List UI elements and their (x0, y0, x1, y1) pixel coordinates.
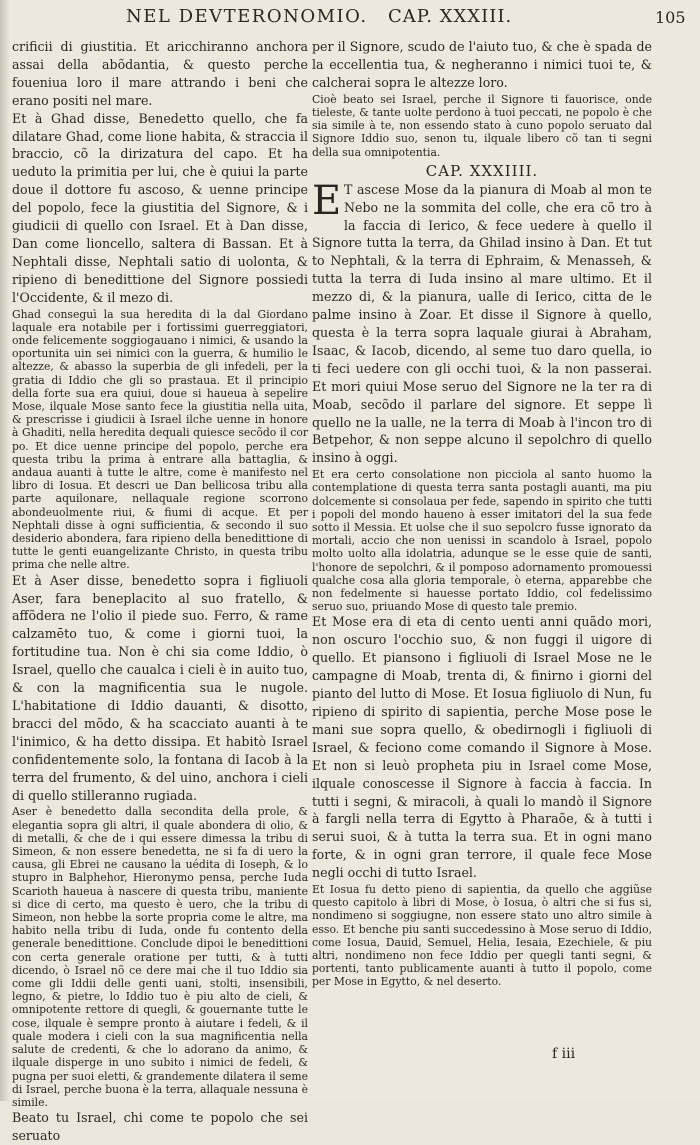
running-head-chapter: CAP. XXXIII. (388, 6, 513, 27)
left-column (12, 38, 308, 1144)
signature-mark: f iii (552, 1046, 576, 1062)
left-commentary-2: Aser è benedetto dalla secondita della prole, & elegantia sopra gli altri, il quale abondera di olio, & di metalli, & che de i qui essere dimessa la tribu di Simeon, & non essere benedetta, ne si fa di uero la causa, gli Ebrei ne causano la uédita di Ioseph, & lo stupro in Balphehor, Hieronymo pensa, perche Iuda Scarioth haueua à nascere di questa tribu, maniente si dice di certo, ma questo è uero, che la tribu di Simeon, non hebbe la sorte propria come le altre, ma habito nella tribu di Iuda, onde fu contento della generale benedittione. Conclude dipoi le benedittioni con certa generale oratione per tutti, & à tutti dicendo, ò Israel nõ ce dere mai che il tuo Iddio sia come gli Iddii delle genti uani, stolti, insensibili, legno, & pietre, lo Iddio tuo è piu alto de cieli, & omnipotente rettore di quegli, & gouernante tutte le cose, ilquale è sempre pronto à aiutare i fedeli, & il quale modera i cieli con la sua magnificentia nella salute de credenti, & che lo adorano da animo, & ilquale disperge in uno subito i nimici de fedeli, & pugna per suoi eletti, & grandemente dilatera il seme di Israel, perche buona è la terra, allaquale nessuna è simile. (12, 805, 308, 1109)
running-head-book-title: NEL DEVTERONOMIO. (126, 6, 368, 27)
chapter-heading: CAP. XXXIIII. (425, 161, 539, 180)
left-paragraph-2: Et à Ghad disse, Benedetto quello, che fa dilatare Ghad, come lione habita, & straccia il braccio, cõ la dirizatura del capo. Et ha ueduto la primitia per lui, che è quiui la parte doue il dottore fu ascoso, & uenne principe del popolo, fece la giustitia del Signore, & i giudicii di quello con Israel. Et à Dan disse, Dan come lioncello, saltera di Bassan. Et à Nephtali disse, Nephtali satio di uolonta, & ripieno di benedittione del Signore possiedi l'Occidente, & il mezo di. (12, 110, 308, 305)
left-paragraph-6: Beato tu Israel, chi come te popolo che sei seruato (12, 1110, 308, 1144)
right-paragraph-1: per il Signore, scudo de l'aiuto tuo, & che è spada de la eccellentia tua, & negheranno i nimici tuoi te, & calcherai sopra le altezze loro. (312, 39, 652, 90)
right-commentary-1: Cioè beato sei Israel, perche il Signore ti fauorisce, onde tieleste, & tante uolte perdono à tuoi peccati, ne popolo è che sia simile à te, non essendo stato à cuno popolo seruato dal Signore Iddio suo, senon tu, ilquale libero cõ tan ti segni della sua omnipotentia. (312, 92, 652, 159)
chapter-opening-text: T ascese Mose da la pianura di Moab al mon te Nebo ne la sommita del colle, che era cõ tro à la faccia di Ierico, & fece uedere à quello il Signore tutta la terra, da Ghilad insino à Dan. Et tut to Nephtali, & la terra di Ephraim, & Menasseh, & tutta la terra di Iuda insino al mare ultimo. Et il mezzo di, & la pianura, ualle di Ierico, citta de le palme insino à Zoar. Et disse il Signore à quello, questa è la terra sopra laquale giurai à Abraham, Isaac, & Iacob, dicendo, al seme tuo daro quella, io ti feci uedere con gli occhi tuoi, & la non passerai. Et mori quiui Mose seruo del Signore ne la ter ra di Moab, secõdo il parlare del signore. Et seppe lì quello ne la ualle, ne la terra di Moab à l'incon tro di Betpehor, & non seppe alcuno il sepolchro di quello insino à oggi. (312, 181, 652, 466)
left-commentary-1: Ghad conseguì la sua heredita di la dal Giordano laquale era notabile per i fortissimi guerreggiatori, onde felicemente soggiogauano i nimici, & usando la oportunita uin sei nimici con la guerra, & humilio le altezze, & abasso la superbia de gli infedeli, per la gratia di Iddio che gli so prastaua. Et il principio della forte sua era quiui, doue si haueua à sepelire Mose, ilquale Mose santo fece la giustitia nella uita, & prescrisse i giudicii à Israel ilche uenne in honore à Ghaditi, nella heredita dequali quiesce secõdo il cor po. Et dice uenne principe del popolo, perche era questa tribu la prima à entrare alla battaglia, & andaua auanti à tutte le altre, come è manifesto nel libro di Iosua. Et descri ue Dan bellicosa tribu alla parte aquilonare, nellaquale regione scorrono abondeuolmente riui, & fiumi di acque. Et per Nephtali disse à ogni sufficientia, & secondo il suo desiderio abondera, fara ripieno della benedittione di tutte le genti euangelizante Christo, in questa tribu prima che nelle altre. (12, 307, 308, 572)
right-commentary-3: Et Iosua fu detto pieno di sapientia, da quello che aggiũse questo capitolo à libri di Mose, ò Iosua, ò altri che si fus si, nondimeno si soggiugne, non essere stato uno altro simile à esso. Et benche piu santi succedessino à Mose seruo di Iddio, come Iosua, Dauid, Semuel, Helia, Iesaia, Ezechiele, & piu altri, nondimeno non fece Iddio per quegli tanti segni, & portenti, tanto publicamente auanti à tutto il popolo, come per Mose in Egytto, & nel deserto. (312, 883, 652, 989)
chapter-opening-paragraph (312, 177, 652, 468)
right-paragraph-5: Et Mose era di eta di cento uenti anni quãdo mori, non oscuro l'occhio suo, & non fuggi il uigore di quello. Et piansono i figliuoli di Israel Mose ne le campagne di Moab, trenta di, & finirno i giorni del pianto del lutto di Mose. Et Iosua figliuolo di Nun, fu ripieno di spirito di sapientia, perche Mose pose le mani sue sopra quello, & obedirnogli i figliuoli di Israel, & feciono come comando il Signore à Mose. Et non si leuò propheta piu in Israel come Mose, ilquale conoscesse il Signore à faccia à faccia. In tutti i segni, & miracoli, à quali lo mandò il Signore à fargli nella terra di Egytto à Pharaõe, & à tutti i serui suoi, & à tutta la terra sua. Et in ogni mano forte, & in ogni gran terrore, il quale fece Mose negli occhi di tutto Israel. (312, 614, 652, 881)
page-gutter-shadow (0, 0, 10, 1101)
running-head (0, 6, 700, 38)
left-paragraph-4: Et à Aser disse, benedetto sopra i figliuoli Aser, fara beneplacito al suo fratello, & affõdera ne l'olio il piede suo. Ferro, & rame calzamēto tuo, & come i giorni tuoi, la fortitudine tua. Non è chi sia come Iddio, ò Israel, quello che caualca i cieli è in auito tuo, & con la magnificentia sua le nugole. L'habitatione di Iddio dauanti, & disotto, bracci del mõdo, & ha scacciato auanti à te l'inimico, & ha detto dissipa. Et habitò Israel confidentemente solo, la fontana di Iacob à la terra del frumento, & del uino, anchora i cieli di quello stilleranno rugiada. (12, 572, 308, 803)
drop-cap-initial: E (312, 177, 342, 224)
right-commentary-2: Et era certo consolatione non picciola al santo huomo la contemplatione di questa terra santa postagli auanti, ma piu dolcemente si consolaua per fede, sapendo in spirito che tutti i popoli del mondo haueno à esser imitatori del la sua fede sotto il Messia. Et uolse che il suo sepolcro fusse ignorato da mortali, accio che non uenissi in scandolo à Israel, popolo molto uolto alla idolatria, adunque se le esse quie de santi, l'honore de sepolchri, & il pomposo adornamento promouessi qualche cosa alla gloria temporale, ò eterna, apparebbe che non fedelmente si hauesse portato Iddio, col fedelissimo seruo suo, priuando Mose di questo tale premio. (312, 468, 652, 614)
right-column (312, 38, 652, 1083)
left-paragraph-1: crificii di giustitia. Et aricchiranno anchora assai della abõdantia, & questo perche foueniua loro il mare attrando i beni che erano positi nel mare. (12, 39, 308, 108)
folio-number: 105 (655, 8, 686, 27)
